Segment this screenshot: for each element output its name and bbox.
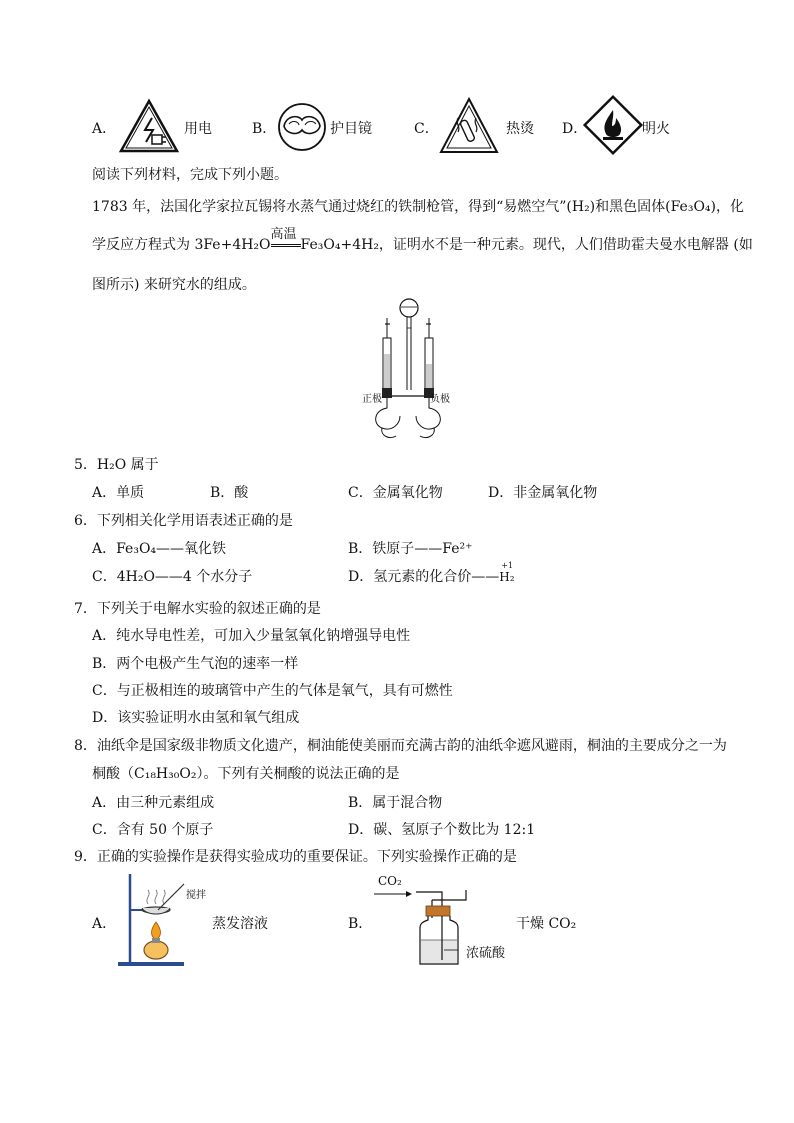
option-c-label: 热烫 — [506, 121, 534, 137]
option-d-letter: D． — [562, 121, 588, 137]
option-c-letter: C． — [414, 121, 439, 137]
h2-formula: H₂ — [499, 570, 515, 584]
q9-option-b-letter: B． — [348, 916, 373, 932]
q9-option-b-label: 干燥 CO₂ — [516, 916, 577, 932]
reading-paragraph-line2 — [92, 227, 753, 254]
q5-stem: 5．H₂O 属于 — [74, 457, 159, 473]
option-d-label: 明火 — [642, 121, 670, 137]
reaction-condition — [270, 227, 301, 253]
q7-option-a: A．纯水导电性差，可加入少量氢氧化钠增强导电性 — [92, 628, 411, 644]
equation-right: Fe₃O₄+4H₂，证明水不是一种元素。现代，人们借助霍夫曼水电解器 (如 — [300, 237, 753, 253]
reading-intro: 阅读下列材料，完成下列小题。 — [92, 167, 288, 183]
stir-label: 搅拌 — [186, 890, 206, 901]
q6-option-a: A．Fe₃O₄——氧化铁 — [92, 541, 227, 557]
q6-option-c: C．4H₂O——4 个水分子 — [92, 569, 253, 585]
option-b-letter: B． — [252, 121, 277, 137]
q9-stem: 9．正确的实验操作是获得实验成功的重要保证。下列实验操作正确的是 — [74, 849, 517, 865]
valence-mark: +1 — [501, 561, 514, 570]
q5-option-c: C．金属氧化物 — [348, 485, 443, 501]
q9-option-a-letter: A． — [92, 916, 117, 932]
electric-hazard-icon — [118, 98, 180, 158]
electrolyzer-figure — [356, 298, 466, 448]
equals-bar — [271, 244, 301, 247]
positive-electrode-label: 正极 — [362, 394, 382, 405]
option-a-label: 用电 — [184, 121, 212, 137]
q5-option-d: D．非金属氧化物 — [488, 485, 598, 501]
co2-inlet-label: CO₂ — [378, 874, 402, 888]
reading-paragraph-line3: 图所示) 来研究水的组成。 — [92, 277, 256, 293]
evaporation-apparatus-figure — [112, 870, 192, 974]
negative-electrode-label: 负极 — [430, 394, 450, 405]
q6-option-d-text: D．氢元素的化合价—— — [348, 569, 500, 585]
q8-option-c: C．含有 50 个原子 — [92, 822, 214, 838]
q7-option-d: D．该实验证明水由氢和氧气组成 — [92, 710, 300, 726]
q8-option-b: B．属于混合物 — [348, 795, 443, 811]
option-b-label: 护目镜 — [330, 121, 372, 137]
q7-option-c: C．与正极相连的玻璃管中产生的气体是氧气，具有可燃性 — [92, 683, 453, 699]
q5-option-a: A．单质 — [92, 485, 145, 501]
goggles-icon — [276, 102, 328, 156]
q8-stem-line2: 桐酸（C₁₈H₃₀O₂）。下列有关桐酸的说法正确的是 — [92, 766, 400, 782]
q5-option-b: B．酸 — [210, 485, 249, 501]
q8-option-a: A．由三种元素组成 — [92, 795, 215, 811]
hot-surface-icon — [438, 96, 500, 160]
q6-option-d — [348, 561, 517, 586]
condition-label: 高温 — [270, 227, 297, 242]
concentrated-sulfuric-acid-label: 浓硫酸 — [466, 946, 506, 961]
reading-paragraph-line1: 1783 年，法国化学家拉瓦锡将水蒸气通过烧红的铁制枪管，得到“易燃空气”(H₂)和黑色固体(Fe₃O₄)，化 — [92, 199, 744, 215]
flame-hazard-icon — [586, 98, 640, 158]
q8-option-d: D．碳、氢原子个数比为 12:1 — [348, 822, 536, 838]
q6-stem: 6．下列相关化学用语表述正确的是 — [74, 513, 293, 529]
option-a-letter: A． — [92, 121, 117, 137]
q9-option-a-label: 蒸发溶液 — [212, 916, 268, 932]
valence-formula — [499, 561, 517, 585]
q8-stem: 8．油纸伞是国家级非物质文化遗产，桐油能使美丽而充满古韵的油纸伞遮风避雨，桐油的主要成分之一为 — [74, 738, 727, 754]
gas-drying-bottle-figure — [372, 888, 472, 972]
q6-option-b: B．铁原子——Fe²⁺ — [348, 541, 473, 557]
equation-left: 学反应方程式为 3Fe+4H₂O — [92, 237, 271, 253]
q7-option-b: B．两个电极产生气泡的速率一样 — [92, 656, 299, 672]
q7-stem: 7．下列关于电解水实验的叙述正确的是 — [74, 601, 321, 617]
